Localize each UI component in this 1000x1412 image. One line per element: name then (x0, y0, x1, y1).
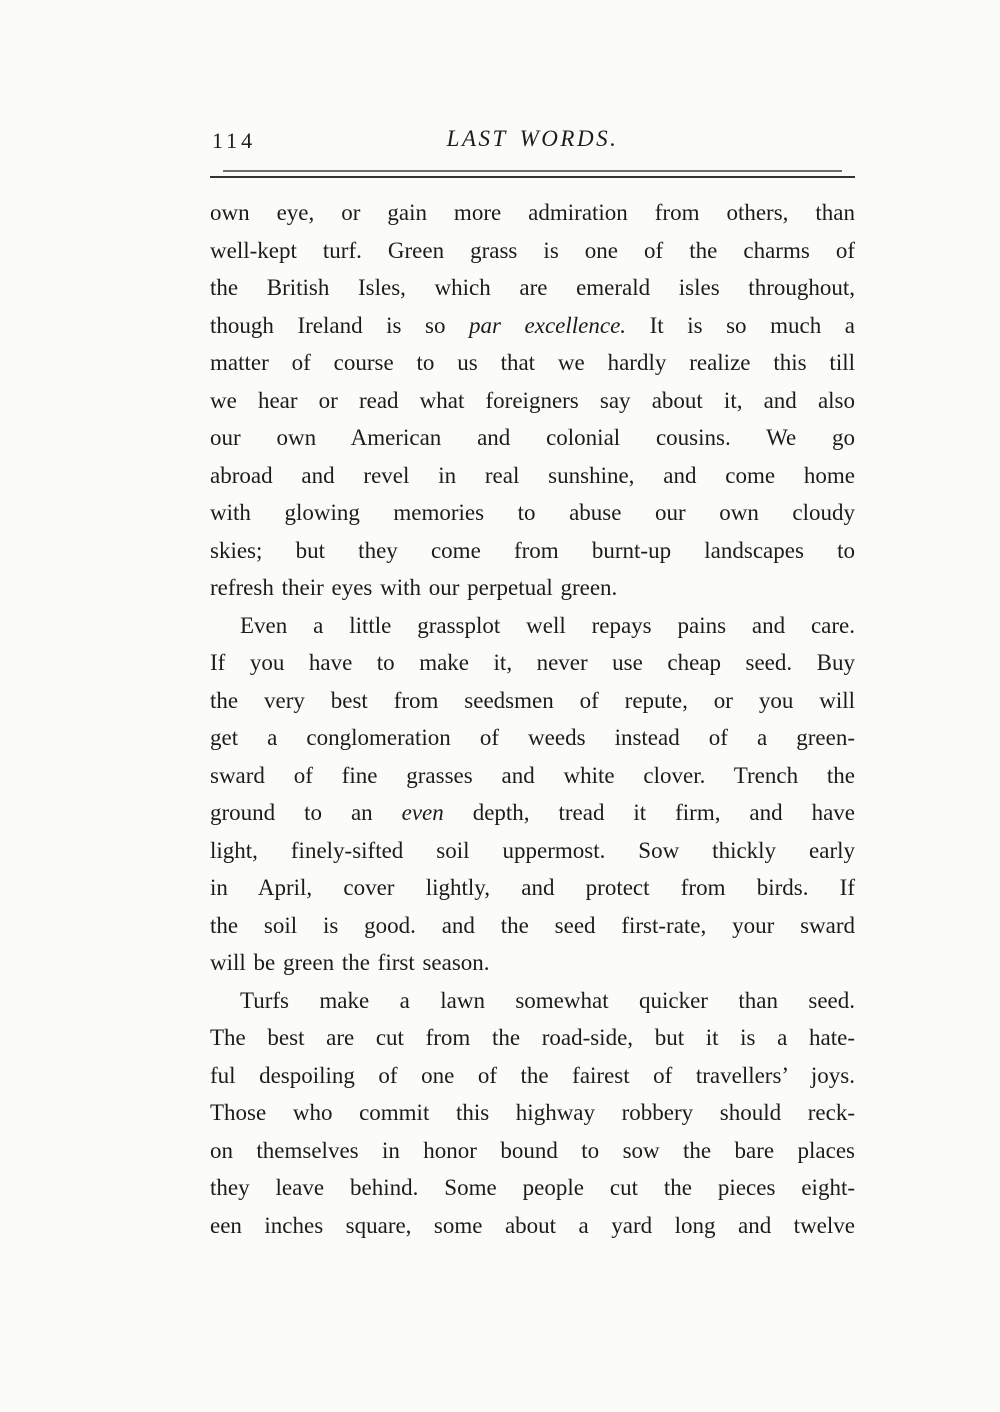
text-segment: well-kept turf. Green grass is one of the charms of (210, 237, 855, 263)
text-segment: Those who commit this highway robbery should reck- (210, 1100, 855, 1125)
text-line (210, 757, 855, 795)
text-segment: ful despoiling of one of the fairest of travellers’ joys. (210, 1062, 855, 1088)
text-line (210, 344, 855, 382)
text-line (210, 457, 855, 495)
page-header (210, 126, 855, 162)
text-line (210, 1207, 855, 1245)
text-segment: the very best from seedsmen of repute, or you will (210, 687, 855, 713)
text-line (210, 1132, 855, 1170)
text-segment: een inches square, some about a yard long and twelve (210, 1212, 855, 1238)
text-segment: the British Isles, which are emerald isles throughout, (210, 275, 855, 300)
body-text (210, 194, 855, 1244)
text-line (210, 719, 855, 757)
paragraph (210, 607, 855, 982)
text-segment: with glowing memories to abuse our own cloudy (210, 500, 855, 525)
text-line (210, 194, 855, 232)
text-line (210, 1019, 855, 1057)
text-segment: depth, tread it firm, and have (443, 800, 855, 825)
text-segment: light, finely-sifted soil uppermost. Sow thickly early (210, 837, 855, 863)
text-segment: they leave behind. Some people cut the pieces eight- (210, 1175, 855, 1200)
text-line (210, 1094, 855, 1132)
text-line (210, 907, 855, 945)
text-segment: abroad and revel in real sunshine, and come home (210, 462, 855, 488)
text-segment: Turfs make a lawn somewhat quicker than seed. (240, 987, 855, 1013)
text-line (210, 569, 855, 607)
text-segment: on themselves in honor bound to sow the bare places (210, 1137, 855, 1163)
text-line (210, 494, 855, 532)
header-rule (210, 170, 855, 178)
text-line (210, 232, 855, 270)
text-segment: own eye, or gain more admiration from others, than (210, 200, 855, 225)
text-segment: in April, cover lightly, and protect from birds. If (210, 875, 855, 900)
text-line (210, 944, 855, 982)
paragraph (210, 982, 855, 1245)
text-line (210, 307, 855, 345)
text-segment: Even a little grassplot well repays pains and care. (240, 612, 855, 638)
text-line (210, 832, 855, 870)
text-segment: refresh their eyes with our perpetual green. (210, 575, 618, 600)
text-segment: will be green the first season. (210, 950, 490, 975)
text-line (210, 982, 855, 1020)
text-line (210, 419, 855, 457)
text-segment: though Ireland is so (210, 312, 470, 338)
text-segment: ground to an (210, 800, 402, 825)
text-line (210, 869, 855, 907)
text-line (210, 794, 855, 832)
text-segment: It is so much a (626, 312, 855, 338)
header-rule-bottom-line (210, 176, 855, 178)
header-rule-top-line (223, 170, 842, 172)
text-line (210, 269, 855, 307)
text-segment: the soil is good. and the seed first-rate, your sward (210, 912, 855, 938)
text-segment: get a conglomeration of weeds instead of a green- (210, 725, 855, 750)
text-line (210, 607, 855, 645)
text-segment: The best are cut from the road-side, but it is a hate- (210, 1025, 855, 1050)
text-segment: matter of course to us that we hardly realize this till (210, 350, 855, 375)
text-segment: If you have to make it, never use cheap seed. Buy (210, 650, 855, 675)
running-head-title: LAST WORDS. (446, 126, 619, 151)
text-line (210, 1169, 855, 1207)
page-number: 114 (212, 128, 257, 153)
text-line (210, 532, 855, 570)
paragraph (210, 194, 855, 607)
text-segment: skies; but they come from burnt-up landscapes to (210, 537, 855, 563)
italic-text-segment: even (401, 800, 444, 825)
text-line (210, 644, 855, 682)
text-segment: we hear or read what foreigners say about it, and also (210, 387, 855, 413)
text-segment: our own American and colonial cousins. We go (210, 425, 855, 450)
italic-text-segment: par excellence. (469, 312, 627, 338)
text-segment: sward of fine grasses and white clover. Trench the (210, 762, 855, 788)
text-line (210, 1057, 855, 1095)
text-line (210, 682, 855, 720)
text-line (210, 382, 855, 420)
